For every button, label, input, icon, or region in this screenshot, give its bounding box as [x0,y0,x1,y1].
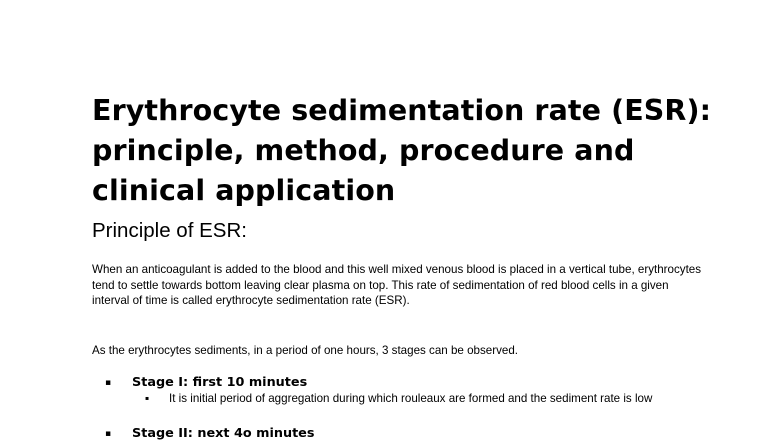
square-bullet-icon: ▪ [105,378,112,388]
stage-label: Stage I: first 10 minutes [132,375,308,390]
section-heading: Principle of ESR: [92,219,247,242]
square-bullet-icon: ▪ [105,429,112,439]
page-title: Erythrocyte sedimentation rate (ESR): principle, method, procedure and clinical application [92,94,712,207]
stage-label: Stage II: next 4o minutes [132,426,315,441]
square-bullet-icon: ▪ [145,395,150,402]
stage-detail: It is initial period of aggregation during which rouleaux are formed and the sediment rate is low [169,392,653,405]
paragraph-principle: When an anticoagulant is added to the blood and this well mixed venous blood is placed in a vertical tube, erythrocytes tend to settle towards bottom leaving clear plasma on top. This rate of sedimentation of red blood cells in a given interval of time is called erythrocyte sedimentation rate (ESR). [92,263,702,308]
paragraph-stages-intro: As the erythrocytes sediments, in a period of one hours, 3 stages can be observed. [92,344,518,357]
